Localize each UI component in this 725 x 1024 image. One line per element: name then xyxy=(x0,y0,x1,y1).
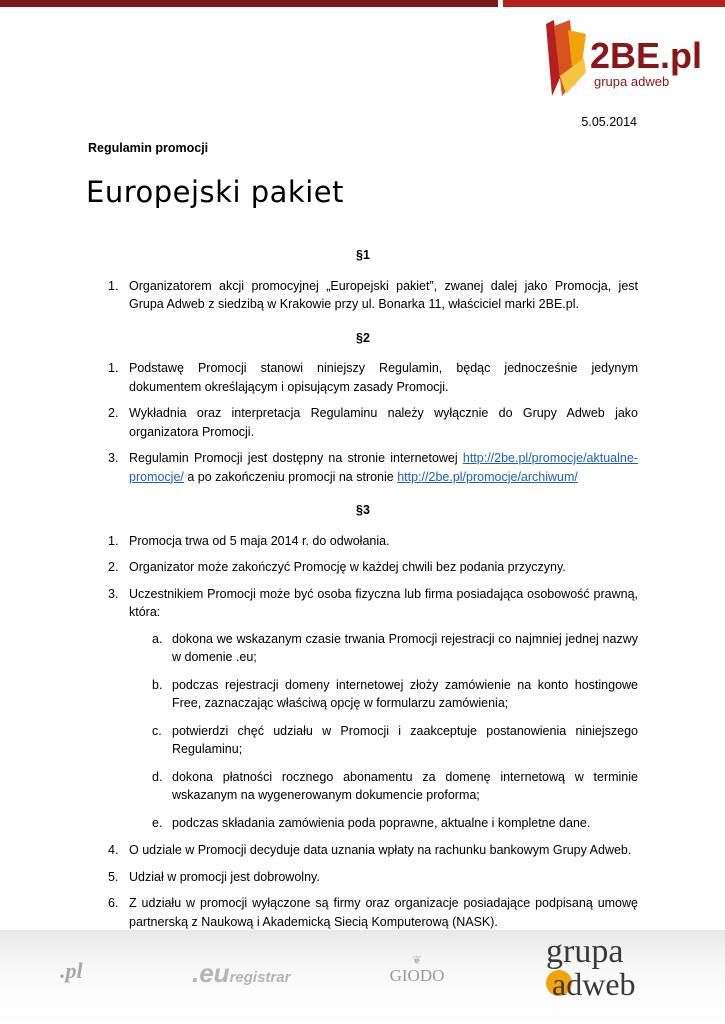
list-item-text: Z udziału w promocji wyłączone są firmy oraz organizacje posiadające podpisaną umowę partnerską z Naukową i Akademicką Siecią Komputerową (NASK). xyxy=(129,896,638,929)
list-item-number: 3. xyxy=(108,451,119,465)
list-item-text: Udział w promocji jest dobrowolny. xyxy=(129,869,320,884)
list-item-number: 2. xyxy=(108,406,119,420)
footer-logo-adweb-text: adweb xyxy=(552,966,636,1002)
list-item xyxy=(88,868,638,887)
list-item-text: Podstawę Promocji stanowi niniejszy Regulamin, będąc jednocześnie jedynym dokumentem określającym i opisującym zasady Promocji. xyxy=(129,361,638,394)
sub-list-item-letter: e. xyxy=(152,815,163,830)
top-bar-segment-dark xyxy=(0,0,498,7)
footer-logo-giodo-text: GIODO xyxy=(389,966,445,985)
archive-promotions-link[interactable]: http://2be.pl/promocje/archiwum/ xyxy=(397,469,578,484)
document-body xyxy=(88,246,638,939)
list-item xyxy=(88,894,638,931)
footer-partner-logos xyxy=(0,930,725,1024)
document-label: Regulamin promocji xyxy=(88,141,209,155)
list-item-text: Organizator może zakończyć Promocję w każdej chwili bez podania przyczyny. xyxy=(129,560,566,574)
eagle-icon: ❦ xyxy=(411,953,423,967)
list-item xyxy=(88,558,638,577)
list-item-number: 3. xyxy=(108,586,119,601)
footer-logo-registrar-text: registrar xyxy=(229,969,291,986)
section-heading-3: §3 xyxy=(356,503,370,517)
list-item xyxy=(88,277,638,314)
sub-list-item xyxy=(88,676,638,713)
sub-list-item-text: podczas składania zamówienia poda poprawne, aktualne i kompletne dane. xyxy=(172,815,591,830)
list-item xyxy=(88,585,638,622)
brand-logo-sub: grupa adweb xyxy=(594,74,670,89)
sub-list-item xyxy=(88,814,638,833)
current-promotions-link[interactable]: http://2be.pl/promocje/aktualne-promocje/ xyxy=(129,451,638,484)
sub-list-item-letter: a. xyxy=(152,631,163,646)
sub-list-item-letter: c. xyxy=(152,723,162,738)
brand-logo-text: 2BE.pl xyxy=(590,35,700,76)
document-title: Europejski pakiet xyxy=(86,175,344,209)
list-item-text: a po zakończeniu promocji na stronie xyxy=(187,469,394,484)
list-item xyxy=(88,404,638,441)
footer-logo-dot-pl-text: .pl xyxy=(60,958,83,983)
sub-list-item-letter: b. xyxy=(152,677,163,692)
sub-list-item-text: dokona płatności rocznego abonamentu za domenę internetową w terminie wskazanym na wygenerowanym dokumencie proforma; xyxy=(172,769,638,802)
sub-list-item-letter: d. xyxy=(152,769,163,784)
document-date: 5.05.2014 xyxy=(581,115,637,129)
footer-logo-grupa-adweb xyxy=(546,933,636,1002)
sub-list-item-text: podczas rejestracji domeny internetowej złoży zamówienie na konto hostingowe Free, zaznaczając właściwą opcję w formularzu zamówienia; xyxy=(172,677,638,710)
list-item-text: Promocja trwa od 5 maja 2014 r. do odwołania. xyxy=(129,533,390,548)
list-item xyxy=(88,449,638,486)
footer-logo-grupa-text: grupa xyxy=(546,933,624,970)
list-item-text: Wykładnia oraz interpretacja Regulaminu należy wyłącznie do Grupy Adweb jako organizatora Promocji. xyxy=(129,406,638,439)
list-item-number: 6. xyxy=(108,896,119,910)
sub-list-item-text: potwierdzi chęć udziału w Promocji i zaakceptuje postanowienia niniejszego Regulaminu; xyxy=(172,723,638,756)
list-item-number: 4. xyxy=(108,843,119,857)
footer-logo-dot-pl xyxy=(60,958,83,984)
list-item xyxy=(88,359,638,396)
list-item-text: Uczestnikiem Promocji może być osoba fizyczna lub firma posiadająca osobowość prawną, która: xyxy=(129,586,638,619)
list-item-number: 1. xyxy=(108,278,119,293)
brand-logo-graphic xyxy=(540,16,700,102)
sub-list-item xyxy=(88,722,638,759)
footer-logo-eu-text: .eu xyxy=(192,958,230,988)
list-item xyxy=(88,532,638,551)
list-item-number: 1. xyxy=(108,361,119,375)
footer-logo-giodo xyxy=(385,954,449,986)
list-item-number: 5. xyxy=(108,869,119,884)
list-item xyxy=(88,841,638,860)
footer-logo-eu-registrar xyxy=(192,958,290,989)
list-item-number: 1. xyxy=(108,533,119,548)
list-item-text: O udziale w Promocji decyduje data uznania wpłaty na rachunku bankowym Grupy Adweb. xyxy=(129,843,632,857)
list-item-number: 2. xyxy=(108,560,119,574)
sub-list-item xyxy=(88,630,638,667)
section-heading-1: §1 xyxy=(356,248,370,262)
sub-list-item xyxy=(88,768,638,805)
list-item-text: Regulamin Promocji jest dostępny na stronie internetowej xyxy=(129,451,458,465)
section-heading-2: §2 xyxy=(356,330,370,345)
brand-logo-2be xyxy=(540,16,700,102)
footer-logo-adweb-row xyxy=(546,966,636,1002)
sub-list-item-text: dokona we wskazanym czasie trwania Promocji rejestracji co najmniej jednej nazwy w domenie .eu; xyxy=(172,631,638,664)
top-decorative-bar xyxy=(0,0,725,7)
list-item-text: Organizatorem akcji promocyjnej „Europejski pakiet”, zwanej dalej jako Promocja, jest Grupa Adweb z siedzibą w Krakowie przy ul. Bonarka 11, właściciel marki 2BE.pl. xyxy=(129,278,638,311)
top-bar-segment-red xyxy=(503,0,725,7)
